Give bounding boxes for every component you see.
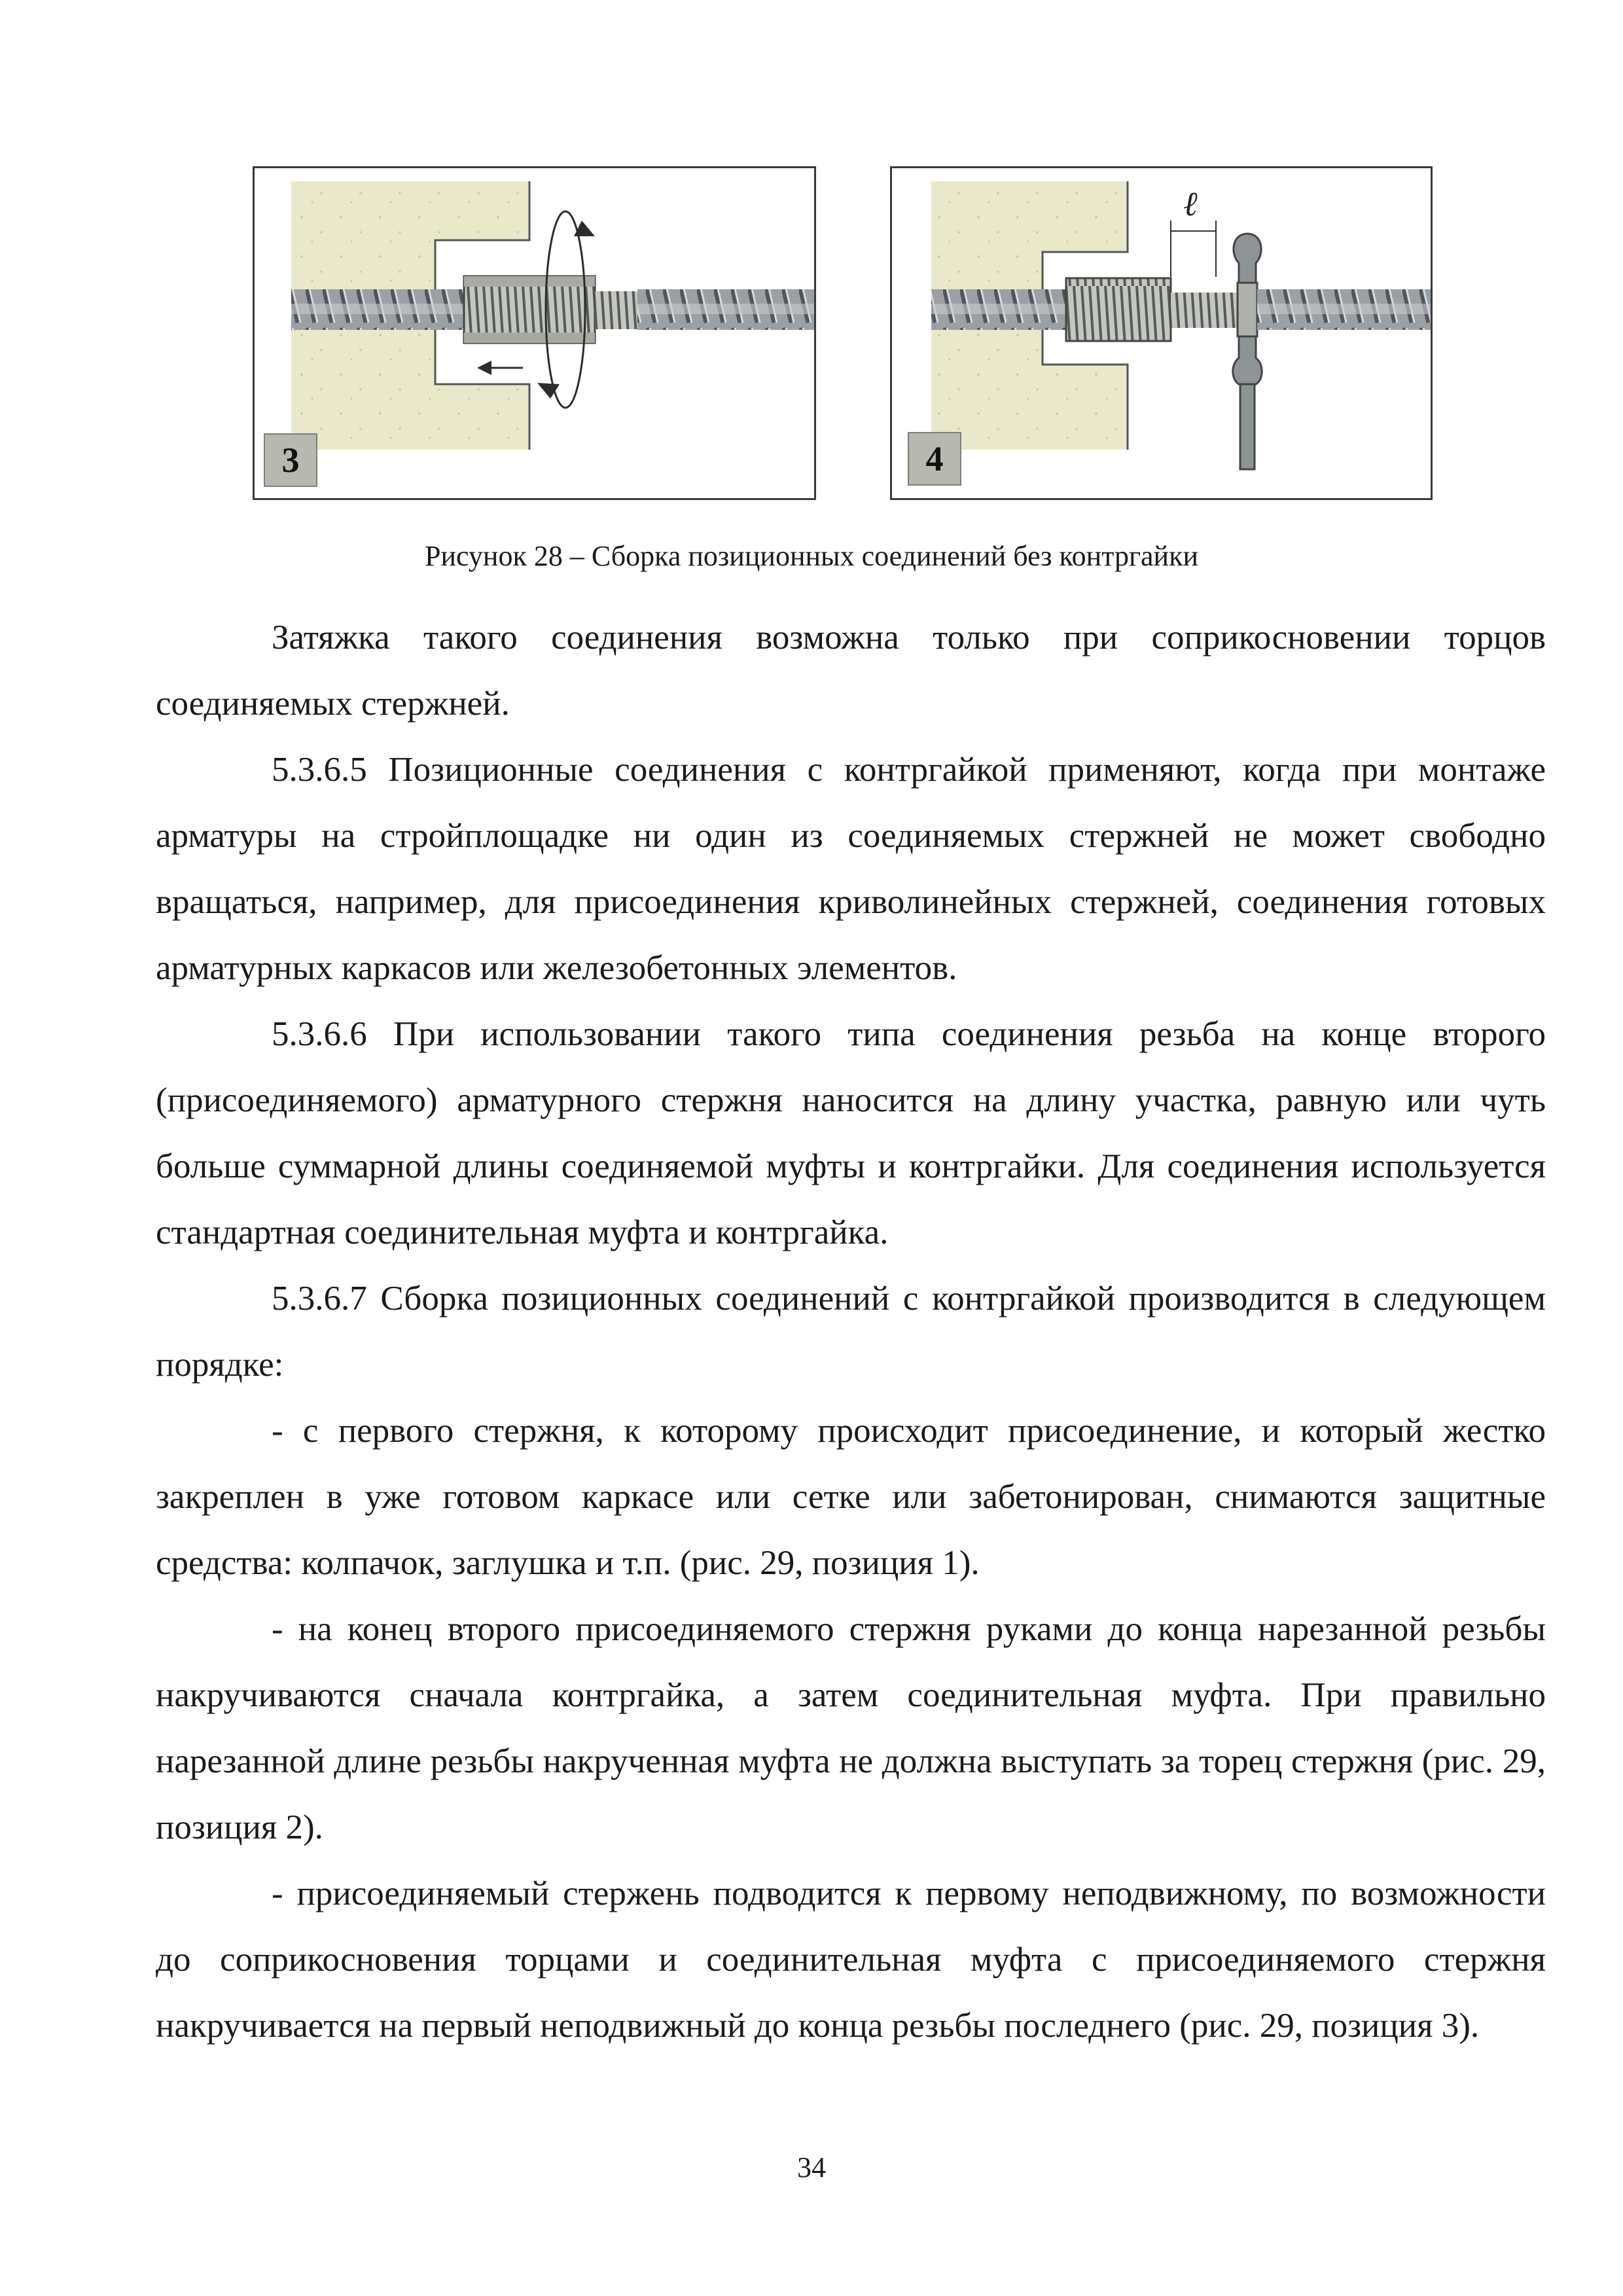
dimension-symbol: ℓ [1183, 186, 1198, 223]
figure-panel-4 [890, 166, 1433, 500]
position-label-4: 4 [908, 432, 961, 486]
coupler [1066, 278, 1171, 341]
rebar-coupler-rotation-illustration [255, 168, 814, 498]
rebar-coupler-locknut-illustration [892, 168, 1431, 498]
paragraph: - на конец второго присоединяемого стержня руками до конца нарезанной резьбы накручиваются сначала контргайка, а затем соединительная муфта. При правильно нарезанной длине резьбы накрученная муфта не должна выступать за торец стержня (рис. 29, позиция 2). [156, 1610, 1546, 1846]
paragraph: Затяжка такого соединения возможна только при соприкосновении торцов соединяемых стержней. [156, 619, 1546, 723]
figure-panel-3 [253, 166, 816, 500]
position-label-3: 3 [264, 433, 317, 487]
wrench-jaw-bottom-icon [1233, 336, 1262, 386]
paragraph: 5.3.6.5 Позиционные соединения с контргайкой применяют, когда при монтаже арматуры на стройплощадке ни один из соединяемых стержней не может свободно вращаться, например, для присоединения криволинейных стержней, соединения готовых арматурных каркасов или железобетонных элементов. [156, 751, 1546, 987]
paragraph: 5.3.6.7 Сборка позиционных соединений с контргайкой производится в следующем порядке: [156, 1280, 1546, 1384]
paragraph: 5.3.6.6 При использовании такого типа соединения резьба на конце второго (присоединяемого) арматурного стержня наносится на длину участка, равную или чуть больше суммарной длины соединяемой муфты и контргайки. Для соединения используется стандартная соединительная муфта и контргайка. [156, 1015, 1546, 1251]
body-text [156, 605, 1546, 2059]
paragraph: - присоединяемый стержень подводится к первому неподвижному, по возможности до соприкосновения торцами и соединительная муфта с присоединяемого стержня накручивается на первый неподвижный до конца резьбы последнего (рис. 29, позиция 3). [156, 1874, 1546, 2045]
wrench-jaw-top-icon [1234, 234, 1261, 283]
page-number: 34 [797, 2151, 826, 2183]
locknut [1238, 283, 1257, 336]
wrench-handle [1240, 384, 1255, 469]
paragraph: - с первого стержня, к которому происходит присоединение, и который жестко закреплен в уже готовом каркасе или сетке или забетонирован, снимаются защитные средства: колпачок, заглушка и т.п. (рис. 29, позиция 1). [156, 1412, 1546, 1582]
figure-caption: Рисунок 28 – Сборка позиционных соединений без контргайки [424, 540, 1199, 572]
